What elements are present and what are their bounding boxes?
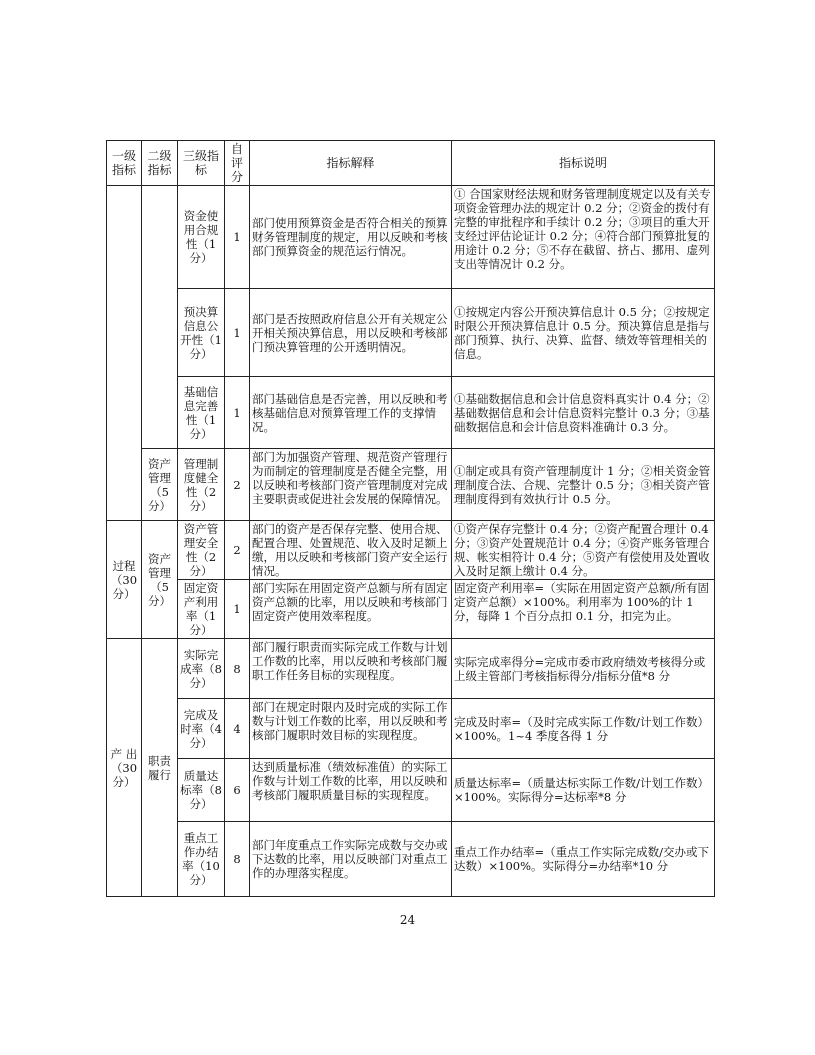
explanation-text: 部门为加强资产管理、规范资产管理行为而制定的管理制度是否健全完整，用以反映和考核部门资产管理制度对完成主要职责或促进社会发展的保障情况。 <box>250 449 452 521</box>
explanation-text: 达到质量标准（绩效标准值）的实际工作数与计划工作数的比率，用以反映和考核部门履职质量目标的实现程度。 <box>250 759 452 822</box>
description-text: 重点工作办结率=（重点工作实际完成数/交办或下达数）×100%。实际得分=办结率*10 分 <box>452 822 715 897</box>
level3-name: 资金使用合规性（1分） <box>178 186 225 289</box>
description-text: 完成及时率=（及时完成实际工作数/计划工作数）×100%。1~4 季度各得 1 分 <box>452 699 715 759</box>
level2-asset-management-2: 资产管理（5分） <box>142 521 178 639</box>
level3-name: 完成及时率（4分） <box>178 699 225 759</box>
score-value: 1 <box>225 186 250 289</box>
level2-cell-empty <box>142 186 178 449</box>
level2-duty: 职责履行 <box>142 639 178 897</box>
description-text: ①制定或具有资产管理制度计 1 分；②相关资金管理制度合法、合规、完整计 0.5 分；③相关资产管理制度得到有效执行计 0.5 分。 <box>452 449 715 521</box>
description-text: 质量达标率=（质量达标实际工作数/计划工作数）×100%。实际得分=达标率*8 分 <box>452 759 715 822</box>
table-row <box>107 521 715 580</box>
header-level3: 三级指标 <box>178 141 225 186</box>
table-header-row <box>107 141 715 186</box>
level3-name: 固定资产利用率（1分） <box>178 580 225 639</box>
header-level2: 二级指标 <box>142 141 178 186</box>
table-row <box>107 759 715 822</box>
level3-name: 基础信息完善性（1分） <box>178 377 225 449</box>
score-value: 2 <box>225 449 250 521</box>
table-row <box>107 449 715 521</box>
description-text: ① 合国家财经法规和财务管理制度规定以及有关专项资金管理办法的规定计 0.2 分；②资金的拨付有完整的审批程序和手续计 0.2 分；③项目的重大开支经过评估论证计 0.2 分；④符合部门预算批复的用途计 0.2 分；⑤不存在截留、挤占、挪用、虚列支出等情况计 0.2 分。 <box>452 186 715 289</box>
level3-name: 预决算信息公开性（1分） <box>178 289 225 377</box>
level3-name: 质量达标率（8分） <box>178 759 225 822</box>
explanation-text: 部门是否按照政府信息公开有关规定公开相关预决算信息，用以反映和考核部门预决算管理的公开透明情况。 <box>250 289 452 377</box>
level2-asset-management: 资产管理（5分） <box>142 449 178 521</box>
page-number: 24 <box>399 913 416 927</box>
level1-output: 产 出（30分） <box>107 639 142 897</box>
score-value: 4 <box>225 699 250 759</box>
score-value: 8 <box>225 822 250 897</box>
description-text: ①基础数据信息和会计信息资料真实计 0.4 分；②基础数据信息和会计信息资料完整计 0.3 分；③基础数据信息和会计信息资料准确计 0.3 分。 <box>452 377 715 449</box>
explanation-text: 部门年度重点工作实际完成数与交办或下达数的比率，用以反映部门对重点工作的办理落实程度。 <box>250 822 452 897</box>
level3-name: 重点工作办结率（10分） <box>178 822 225 897</box>
table-row <box>107 822 715 897</box>
evaluation-table <box>106 140 715 897</box>
score-value: 8 <box>225 639 250 699</box>
score-value: 1 <box>225 289 250 377</box>
score-value: 1 <box>225 580 250 639</box>
score-value: 6 <box>225 759 250 822</box>
description-text: ①资产保存完整计 0.4 分；②资产配置合理计 0.4 分；③资产处置规范计 0.4 分；④资产账务管理合规、帐实相符计 0.4 分；⑤资产有偿使用及处置收入及时足额上缴计 0.4 分。 <box>452 521 715 580</box>
explanation-text: 部门使用预算资金是否符合相关的预算财务管理制度的规定，用以反映和考核部门预算资金的规范运行情况。 <box>250 186 452 289</box>
table-row <box>107 289 715 377</box>
header-score: 自评分 <box>225 141 250 186</box>
description-text: 固定资产利用率=（实际在用固定资产总额/所有固定资产总额）×100%。利用率为 100%的计 1 分，每降 1 个百分点扣 0.1 分，扣完为止。 <box>452 580 715 639</box>
table-row <box>107 699 715 759</box>
header-description: 指标说明 <box>452 141 715 186</box>
explanation-text: 部门实际在用固定资产总额与所有固定资产总额的比率，用以反映和考核部门固定资产使用效率程度。 <box>250 580 452 639</box>
header-explanation: 指标解释 <box>250 141 452 186</box>
level3-name: 实际完成率（8分） <box>178 639 225 699</box>
explanation-text: 部门履行职责而实际完成工作数与计划工作数的比率，用以反映和考核部门履职工作任务目标的实现程度。 <box>250 639 452 699</box>
description-text: 实际完成率得分=完成市委市政府绩效考核得分或上级主管部门考核指标得分/指标分值*8 分 <box>452 639 715 699</box>
score-value: 2 <box>225 521 250 580</box>
description-text: ①按规定内容公开预决算信息计 0.5 分；②按规定时限公开预决算信息计 0.5 分。预决算信息是指与部门预算、执行、决算、监督、绩效等管理相关的信息。 <box>452 289 715 377</box>
explanation-text: 部门基础信息是否完善，用以反映和考核基础信息对预算管理工作的支撑情况。 <box>250 377 452 449</box>
level3-name: 管理制度健全性（2分） <box>178 449 225 521</box>
header-level1: 一级指标 <box>107 141 142 186</box>
level1-cell-empty <box>107 186 142 521</box>
table-row <box>107 186 715 289</box>
score-value: 1 <box>225 377 250 449</box>
level1-process: 过程（30分） <box>107 521 142 639</box>
table-row <box>107 377 715 449</box>
table-row <box>107 580 715 639</box>
table-row <box>107 639 715 699</box>
explanation-text: 部门的资产是否保存完整、使用合规、配置合理、处置规范、收入及时足额上缴，用以反映和考核部门资产安全运行情况。 <box>250 521 452 580</box>
explanation-text: 部门在规定时限内及时完成的实际工作数与计划工作数的比率，用以反映和考核部门履职时效目标的实现程度。 <box>250 699 452 759</box>
level3-name: 资产管理安全性（2分） <box>178 521 225 580</box>
